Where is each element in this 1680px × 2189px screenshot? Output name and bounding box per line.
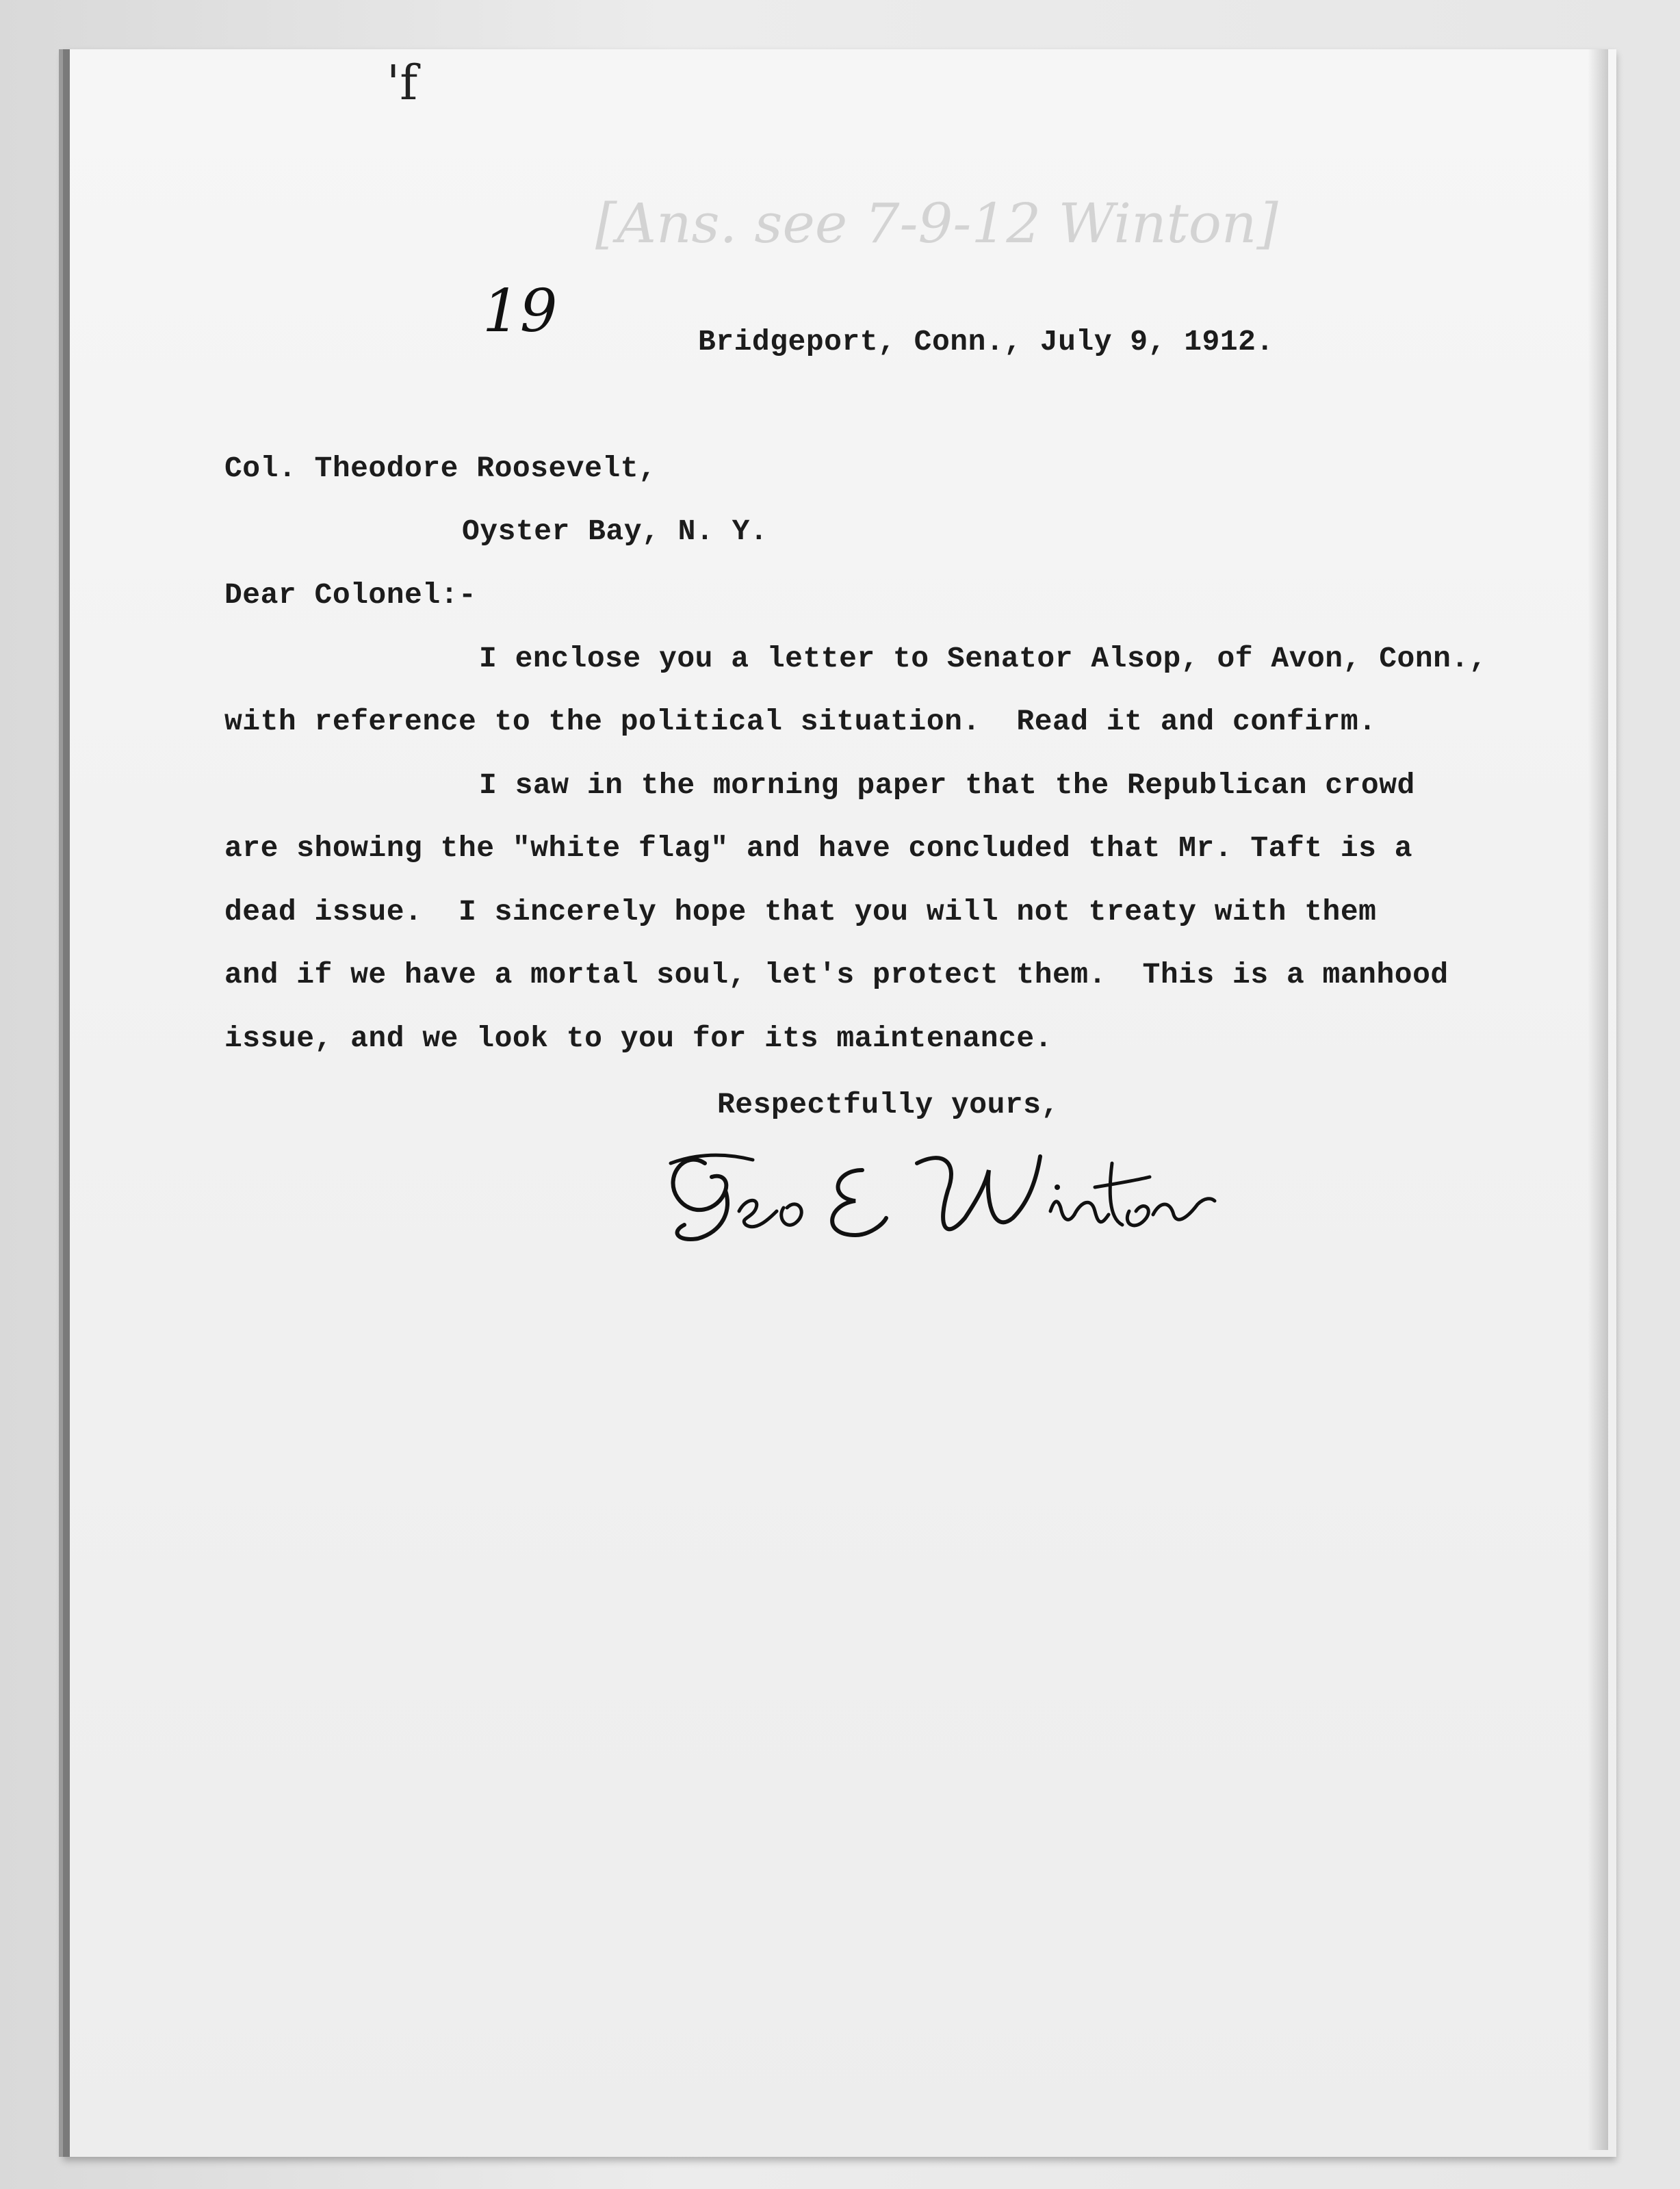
body-line: and if we have a mortal soul, let's protect them. This is a manhood [224,958,1449,992]
sheet-edge-shadow [1588,49,1608,2150]
body-line: with reference to the political situation. Read it and confirm. [224,705,1377,738]
body-line: issue, and we look to you for its maintenance. [224,1022,1052,1055]
recipient-address: Oyster Bay, N. Y. [462,515,768,548]
corner-mark: 'f [387,55,418,111]
faint-annotation: [Ans. see 7-9-12 Winton] [595,192,1278,255]
handwritten-signature [657,1122,1218,1266]
body-line: are showing the "white flag" and have concluded that Mr. Taft is a [224,831,1413,865]
salutation: Dear Colonel:- [224,578,477,612]
page-number: 19 [482,277,558,346]
body-line: dead issue. I sincerely hope that you will not treaty with them [224,895,1377,929]
closing: Respectfully yours, [717,1088,1059,1122]
recipient-name: Col. Theodore Roosevelt, [224,452,657,485]
date-line: Bridgeport, Conn., July 9, 1912. [698,325,1274,359]
body-line: I enclose you a letter to Senator Alsop, of Avon, Conn., [479,642,1488,675]
body-line: I saw in the morning paper that the Republican crowd [479,768,1415,802]
